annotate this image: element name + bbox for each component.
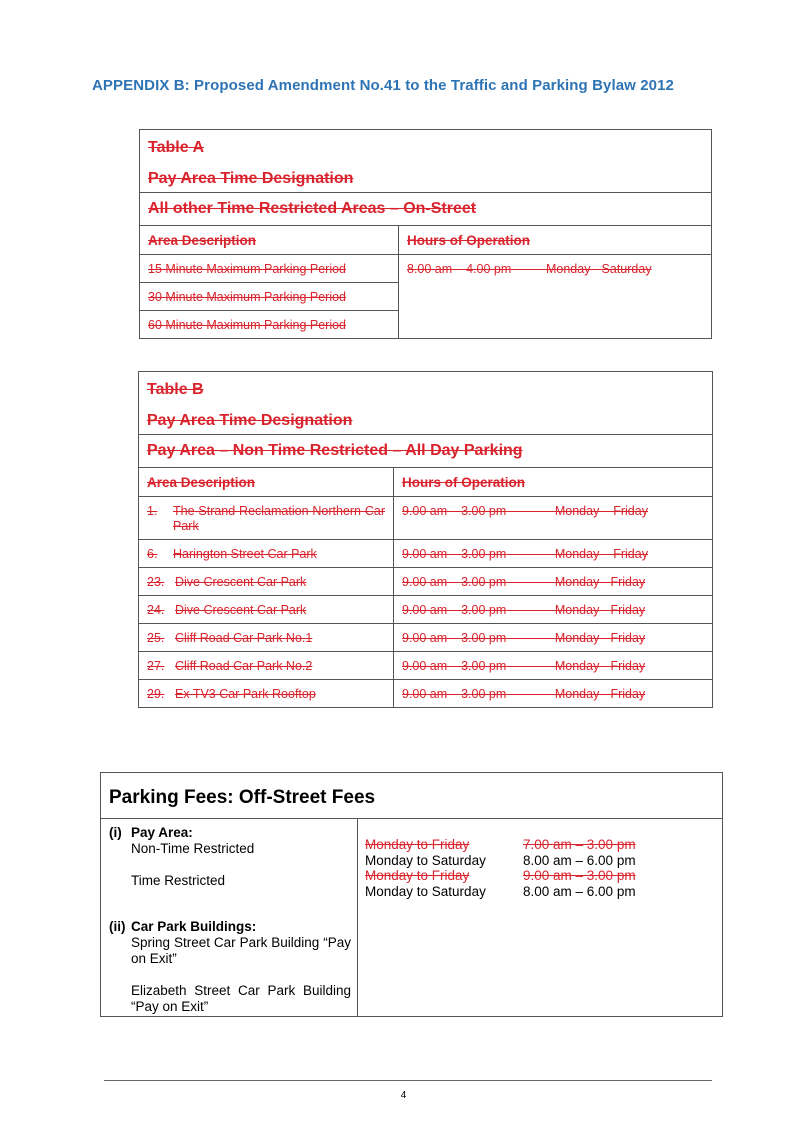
fees-schedule — [365, 837, 715, 899]
table-a-hours-time: 8.00 am – 4.00 pm — [407, 262, 512, 276]
table-a-title: Table A — [148, 139, 205, 156]
fees-ii-title: Car Park Buildings: — [131, 919, 257, 934]
table-a-col-area: Area Description — [148, 233, 257, 248]
table-b-row-number: 6. — [147, 547, 158, 561]
fees-schedule-line — [365, 837, 715, 853]
appendix-title: APPENDIX B: Proposed Amendment No.41 to the Traffic and Parking Bylaw 2012 — [92, 77, 674, 94]
table-b-col-hours: Hours of Operation — [402, 475, 526, 490]
fees-ii-item1: Spring Street Car Park Building “Pay on Exit” — [131, 935, 351, 966]
page-number: 4 — [400, 1090, 407, 1101]
table-b-row-name: Dive Crescent Car Park — [175, 575, 307, 589]
fees-schedule-days: Monday to Friday — [365, 868, 470, 883]
table-b-row-name: The Strand Reclamation Northern Car Park — [173, 504, 385, 533]
table-b-row — [139, 680, 713, 708]
table-b-row-days: Monday - Friday — [554, 687, 646, 701]
table-b-row-days: Monday - Friday — [554, 659, 646, 673]
fees-schedule-time: 8.00 am – 6.00 pm — [523, 883, 636, 899]
table-a-row: 60 Minute Maximum Parking Period — [148, 318, 346, 332]
table-a — [139, 129, 712, 339]
table-b-row-time: 9.00 am – 3.00 pm — [402, 504, 507, 518]
table-b-row-time: 9.00 am – 3.00 pm — [402, 547, 507, 561]
table-b-row-time: 9.00 am – 3.00 pm — [402, 687, 507, 701]
table-b-row-time: 9.00 am – 3.00 pm — [402, 631, 507, 645]
table-a-row: 30 Minute Maximum Parking Period — [148, 290, 346, 304]
table-b-row-name: Harington Street Car Park — [173, 547, 317, 561]
table-b-row-days: Monday - Friday — [554, 603, 646, 617]
table-b-title: Table B — [147, 381, 204, 398]
fees-ii-number: (ii) — [109, 919, 126, 934]
fees-i-item2: Time Restricted — [131, 873, 226, 888]
fees-schedule-line — [365, 868, 715, 884]
table-b-row-time: 9.00 am – 3.00 pm — [402, 659, 507, 673]
fees-i-title: Pay Area: — [131, 825, 193, 840]
table-a-designation: Pay Area Time Designation — [148, 170, 354, 187]
table-b-designation: Pay Area Time Designation — [147, 412, 353, 429]
fees-i-number: (i) — [109, 825, 122, 840]
fees-schedule-time: 7.00 am – 3.00 pm — [523, 837, 636, 852]
table-b-row-name: Cliff Road Car Park No.2 — [175, 659, 313, 673]
table-b-subtitle: Pay Area – Non Time Restricted – All Day Parking — [147, 442, 523, 459]
fees-column-divider — [357, 818, 358, 1016]
table-b-row-days: Monday – Friday — [554, 547, 648, 561]
parking-fees-box — [100, 772, 723, 1017]
fees-schedule-time: 8.00 am – 6.00 pm — [523, 852, 636, 868]
table-b-row — [139, 596, 713, 624]
table-b-row — [139, 540, 713, 568]
table-b-row-number: 1. — [147, 504, 158, 518]
fees-schedule-days: Monday to Saturday — [365, 852, 486, 868]
fees-schedule-days: Monday to Saturday — [365, 883, 486, 899]
fees-i-item1: Non-Time Restricted — [131, 841, 255, 856]
table-b-row — [139, 568, 713, 596]
table-b-row-days: Monday – Friday — [554, 504, 648, 518]
table-a-row: 15 Minute Maximum Parking Period — [148, 262, 346, 276]
fees-divider — [101, 818, 722, 819]
table-a-hours-days: Monday - Saturday — [545, 262, 652, 276]
table-b-row-time: 9.00 am – 3.00 pm — [402, 575, 507, 589]
table-b-row-name: Ex TV3 Car Park Rooftop — [175, 687, 316, 701]
table-b — [138, 371, 713, 708]
table-b-col-area: Area Description — [147, 475, 256, 490]
table-b-row — [139, 652, 713, 680]
fees-schedule-time: 9.00 am – 3.00 pm — [523, 868, 636, 883]
table-b-row-number: 25. — [147, 631, 165, 645]
fees-categories — [109, 825, 351, 1015]
table-b-row-name: Cliff Road Car Park No.1 — [175, 631, 313, 645]
fees-schedule-line — [365, 884, 715, 900]
table-b-row — [139, 497, 713, 540]
footer-divider — [104, 1080, 712, 1081]
table-a-subtitle: All other Time Restricted Areas – On-Street — [148, 200, 477, 217]
table-b-row-name: Dive Crescent Car Park — [175, 603, 307, 617]
table-b-row-days: Monday - Friday — [554, 631, 646, 645]
fees-title: Parking Fees: Off-Street Fees — [109, 787, 376, 808]
fees-schedule-days: Monday to Friday — [365, 837, 470, 852]
fees-schedule-line — [365, 853, 715, 869]
fees-ii-item2: Elizabeth Street Car Park Building “Pay on Exit” — [131, 983, 351, 1014]
table-b-row-number: 29. — [147, 687, 165, 701]
table-a-hours — [407, 262, 703, 276]
table-b-row-time: 9.00 am – 3.00 pm — [402, 603, 507, 617]
table-b-row — [139, 624, 713, 652]
table-a-col-hours: Hours of Operation — [407, 233, 531, 248]
table-b-row-days: Monday - Friday — [554, 575, 646, 589]
table-b-row-number: 27. — [147, 659, 165, 673]
table-b-row-number: 23. — [147, 575, 165, 589]
table-b-row-number: 24. — [147, 603, 165, 617]
